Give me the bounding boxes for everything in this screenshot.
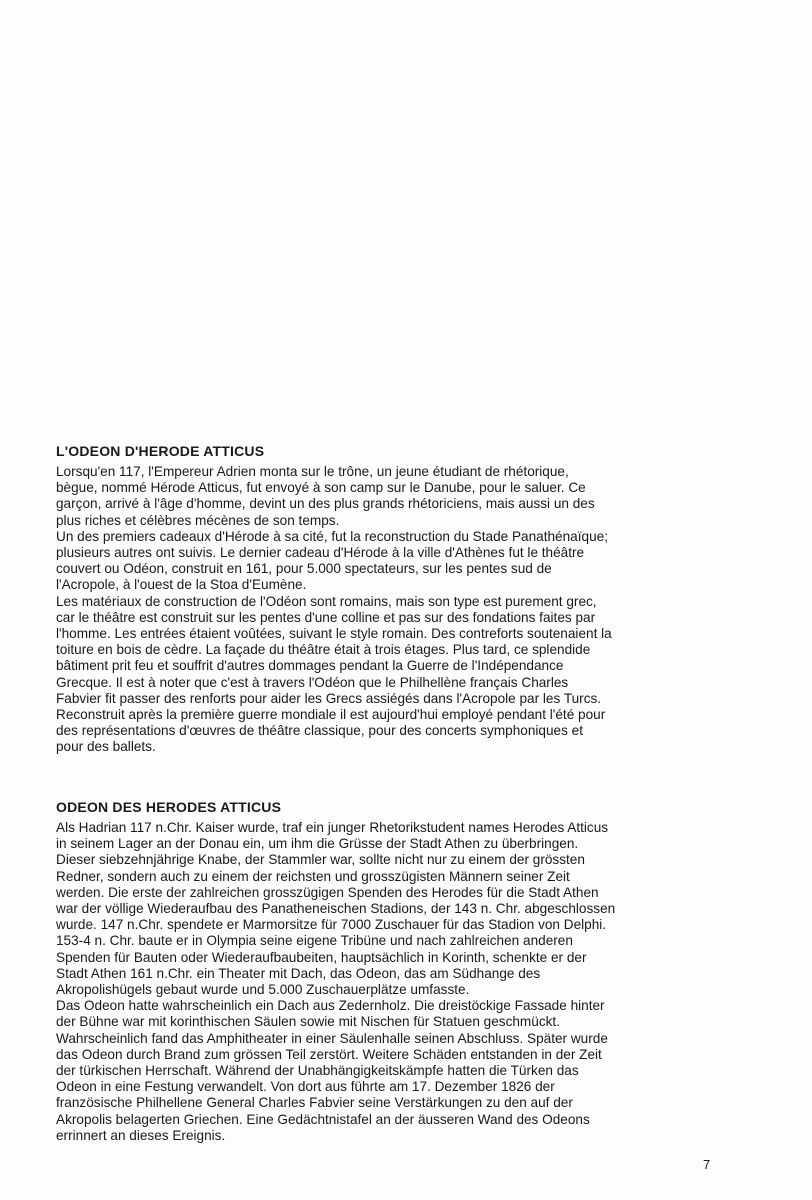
text-line: Wahrscheinlich fand das Amphitheater in einer Säulenhalle seinen Abschluss. Später wurde <box>56 1030 608 1046</box>
text-line: Das Odeon hatte wahrscheinlich ein Dach aus Zedernholz. Die dreistöckige Fassade hinter <box>56 998 605 1014</box>
text-line: Dieser siebzehnjährige Knabe, der Stammler war, sollte nicht nur zu einem der grössten <box>56 852 585 868</box>
text-line: des représentations d'œuvres de théâtre classique, pour des concerts symphoniques et <box>56 723 583 739</box>
text-line: Les matériaux de construction de l'Odéon sont romains, mais son type est purement grec, <box>56 593 597 609</box>
text-line: 153-4 n. Chr. baute er in Olympia seine eigene Tribüne und nach zahlreichen anderen <box>56 933 573 949</box>
text-line: werden. Die erste der zahlreichen grosszügigen Spenden des Herodes für die Stadt Athen <box>56 884 599 900</box>
text-line: der Bühne war mit korinthischen Säulen sowie mit Nischen für Statuen geschmückt. <box>56 1014 560 1030</box>
paragraph <box>56 529 718 594</box>
text-line: Als Hadrian 117 n.Chr. Kaiser wurde, traf ein junger Rhetorikstudent names Herodes Atticus <box>56 820 609 835</box>
text-line: das Odeon durch Brand zum grössen Teil zerstört. Weitere Schäden entstanden in der Zeit <box>56 1046 602 1062</box>
text-line: war der völlige Wiederaufbau des Panatheneischen Stadions, der 143 n. Chr. abgeschlossen <box>56 901 616 917</box>
text-line: errinnert an dieses Ereignis. <box>56 1127 226 1143</box>
text-line: in seinem Lager an der Donau ein, um ihm die Grüsse der Stadt Athen zu überbringen. <box>56 836 579 852</box>
text-line: Akropolishügels gebaut wurde und 5.000 Zuschauerplätze umfasste. <box>56 982 470 998</box>
page-number: 7 <box>703 1157 711 1172</box>
text-line: Reconstruit après la première guerre mondiale il est aujourd'hui employé pendant l'été pour <box>56 707 606 723</box>
text-line: couvert ou Odéon, construit en 161, pour 5.000 spectateurs, sur les pentes sud de <box>56 561 552 577</box>
paragraph <box>56 998 718 1144</box>
text-line: car le théâtre est construit sur les pentes d'une colline et pas sur des fondations faites par <box>56 609 596 625</box>
text-line: plusieurs autres ont suivis. Le dernier cadeau d'Hérode à la ville d'Athènes fut le théâtre <box>56 545 585 561</box>
text-line: garçon, arrivé à l'âge d'homme, devint un des plus grands rhétoriciens, mais aussi un des <box>56 496 595 512</box>
section-french <box>56 443 718 756</box>
text-line: Stadt Athen 161 n.Chr. ein Theater mit Dach, das Odeon, das am Südhange des <box>56 965 541 981</box>
text-line: toiture en bois de cèdre. La façade du théâtre était à trois étages. Plus tard, ce splendide <box>56 642 591 658</box>
text-line: plus riches et célèbres mécènes de son temps. <box>56 512 340 528</box>
paragraph <box>56 820 718 998</box>
section-heading: ODEON DES HERODES ATTICUS <box>56 799 282 815</box>
text-line: Spenden für Bauten oder Wiederaufbaubeiten, hauptsächlich in Korinth, schenkte er der <box>56 949 587 965</box>
text-line: Grecque. Il est à noter que c'est à travers l'Odéon que le Philhellène français Charles <box>56 674 569 690</box>
text-line: bâtiment prit feu et souffrit d'autres dommages pendant la Guerre de l'Indépendance <box>56 658 564 674</box>
text-line: l'homme. Les entrées étaient voûtées, suivant le style romain. Des contreforts soutenaient la <box>56 626 612 642</box>
text-line: pour des ballets. <box>56 739 156 755</box>
paragraph <box>56 464 718 529</box>
text-line: Lorsqu'en 117, l'Empereur Adrien monta sur le trône, un jeune étudiant de rhétorique, <box>56 464 569 479</box>
text-line: wurde. 147 n.Chr. spendete er Marmorsitze für 7000 Zuschauer für das Stadion von Delphi. <box>56 917 607 933</box>
text-line: der türkischen Herrschaft. Während der Unabhängigkeitskämpfe hatten die Türken das <box>56 1063 579 1079</box>
text-line: l'Acropole, à l'ouest de la Stoa d'Eumène. <box>56 577 307 593</box>
paragraph <box>56 594 718 756</box>
text-line: bègue, nommé Hérode Atticus, fut envoyé à son camp sur le Danube, pour le saluer. Ce <box>56 480 586 496</box>
section-heading: L'ODEON D'HERODE ATTICUS <box>56 443 265 459</box>
text-line: Odeon in eine Festung verwandelt. Von dort aus führte am 17. Dezember 1826 der <box>56 1079 555 1095</box>
section-german <box>56 799 718 1144</box>
text-line: Redner, sondern auch zu einem der reichsten und grosszügisten Männern seiner Zeit <box>56 868 570 884</box>
text-line: Akropolis belagerten Griechen. Eine Gedächtnistafel an der äusseren Wand des Odeons <box>56 1111 590 1127</box>
text-line: Un des premiers cadeaux d'Hérode à sa cité, fut la reconstruction du Stade Panathénaïque; <box>56 528 608 544</box>
text-line: französische Philhellene General Charles Fabvier seine Verstärkungen zu den auf der <box>56 1095 573 1111</box>
text-line: Fabvier fit passer des renforts pour aider les Grecs assiégés dans l'Acropole par les Turcs. <box>56 690 602 706</box>
